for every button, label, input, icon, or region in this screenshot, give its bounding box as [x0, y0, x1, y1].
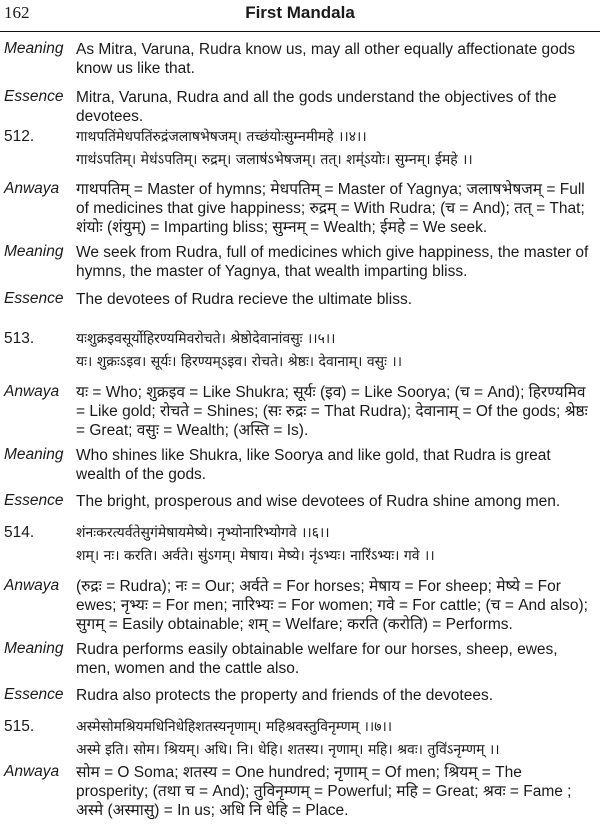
- meaning-text: We seek from Rudra, full of medicines which give happiness, the master of hymns, the master of Yagnya, that wealth imparting bliss.: [76, 244, 589, 280]
- verse-sanskrit: यःशुक्रइवसूर्योहिरण्यमिवरोचते। श्रेष्ठोदेवानांवसुः ।।५।।: [76, 331, 336, 347]
- verse-number: 513.: [4, 330, 35, 347]
- anwaya-text: यः = Who; शुक्रइव = Like Shukra; सूर्यः (इव) = Like Soorya; (च = And); हिरण्यमिव = Like gold; रोचते = Shines; (सः रुद्रः = That Rudra); देवानाम् = Of the gods; श्रेष्ठः = Great; वसुः = Wealth; (अस्ति = Is).: [76, 384, 588, 439]
- meaning-text: Rudra performs easily obtainable welfare for our horses, sheep, ewes, men, women and the cattle also.: [76, 641, 558, 677]
- verse-padapatha: गाथ॑ऽपतिम्। मेध॑ऽपतिम्। रुद्रम्। जलाष॑ऽभेषजम्। तत्। शम्॑ऽयोः। सुम्नम्। ईमहे ।।: [76, 152, 473, 168]
- meaning-label: Meaning: [4, 243, 64, 260]
- anwaya-label: Anwaya: [4, 383, 60, 400]
- anwaya-text: (रुद्रः = Rudra); नः = Our; अर्वते = For horses; मेषाय = For sheep; मेष्ये = For ewes; नृभ्यः = For men; नारिभ्यः = For women; गवे = For cattle; (च = And also); सुगम् = Easily obtainable; शम् = Welfare; करति (करोति) = Performs.: [76, 578, 588, 633]
- meaning-text: As Mitra, Varuna, Rudra know us, may all other equally affectionate gods know us like that.: [76, 41, 576, 77]
- essence-label: Essence: [4, 88, 64, 105]
- header-rule: [0, 31, 600, 32]
- anwaya-label: Anwaya: [4, 577, 60, 594]
- essence-label: Essence: [4, 492, 64, 509]
- verse-sanskrit: गाथपतिंमेधपतिंरुद्रंजलाषभेषजम्। तच्छंयोःसुम्नमीमहे ।।४।।: [76, 129, 367, 145]
- anwaya-label: Anwaya: [4, 763, 60, 780]
- verse-sanskrit: अस्मेसोमश्रियमधिनिधेहिशतस्यनृणाम्। महिश्रवस्तुविनृम्णम् ।।७।।: [76, 719, 393, 735]
- anwaya-text: सोम = O Soma; शतस्य = One hundred; नृणाम् = Of men; श्रियम् = The prosperity; (तथा च = And); तुविनृम्णम् = Powerful; महि = Great; श्रवः = Fame ; अस्मे (अस्मासु) = In us; अधि नि धेहि = Place.: [76, 764, 572, 819]
- meaning-label: Meaning: [4, 446, 64, 463]
- meaning-label: Meaning: [4, 640, 64, 657]
- essence-text: Mitra, Varuna, Rudra and all the gods understand the objectives of the devotees.: [76, 89, 557, 125]
- verse-padapatha: अस्मे इति। सोम। श्रियम्। अधि। नि। धेहि। शतस्य। नृणाम्। महि। श्रवः। तुवि॑ऽनृम्णम् ।।: [76, 742, 500, 758]
- essence-text: The devotees of Rudra recieve the ultimate bliss.: [76, 291, 413, 308]
- anwaya-label: Anwaya: [4, 180, 60, 197]
- meaning-text: Who shines like Shukra, like Soorya and like gold, that Rudra is great wealth of the gods.: [76, 447, 551, 483]
- page-number: 162: [4, 3, 30, 22]
- essence-text: Rudra also protects the property and friends of the devotees.: [76, 687, 494, 704]
- verse-number: 514.: [4, 524, 35, 541]
- meaning-label: Meaning: [4, 40, 64, 57]
- verse-padapatha: यः। शुक्रःऽइव। सूर्यः। हिरण्यम्ऽइव। रोचते। श्रेष्ठः। देवानाम्। वसुः ।।: [76, 354, 403, 370]
- essence-label: Essence: [4, 686, 64, 703]
- essence-text: The bright, prosperous and wise devotees of Rudra shine among men.: [76, 493, 561, 510]
- verse-padapatha: शम्। नः। करति। अर्वते। सु॑ऽगम्। मेषाय। मेष्ये। नृ॑ऽभ्यः। नारि॑ऽभ्यः। गवे ।।: [76, 548, 435, 564]
- verse-number: 515.: [4, 718, 35, 735]
- verse-sanskrit: शंनःकरत्यर्वतेसुगंमेषायमेष्ये। नृभ्योनारिभ्योगवे ।।६।।: [76, 525, 330, 541]
- running-title: First Mandala: [245, 3, 355, 22]
- page-header: [0, 1, 600, 29]
- essence-label: Essence: [4, 290, 64, 307]
- anwaya-text: गाथपतिम् = Master of hymns; मेधपतिम् = Master of Yagnya; जलाषभेषजम् = Full of medicines that give happiness; रुद्रम् = With Rudra; (च = And); तत् = That; शंयोः (शंयुम्) = Imparting bliss; सुम्नम् = Wealth; ईमहे = We seek.: [76, 181, 585, 236]
- verse-number: 512.: [4, 128, 35, 145]
